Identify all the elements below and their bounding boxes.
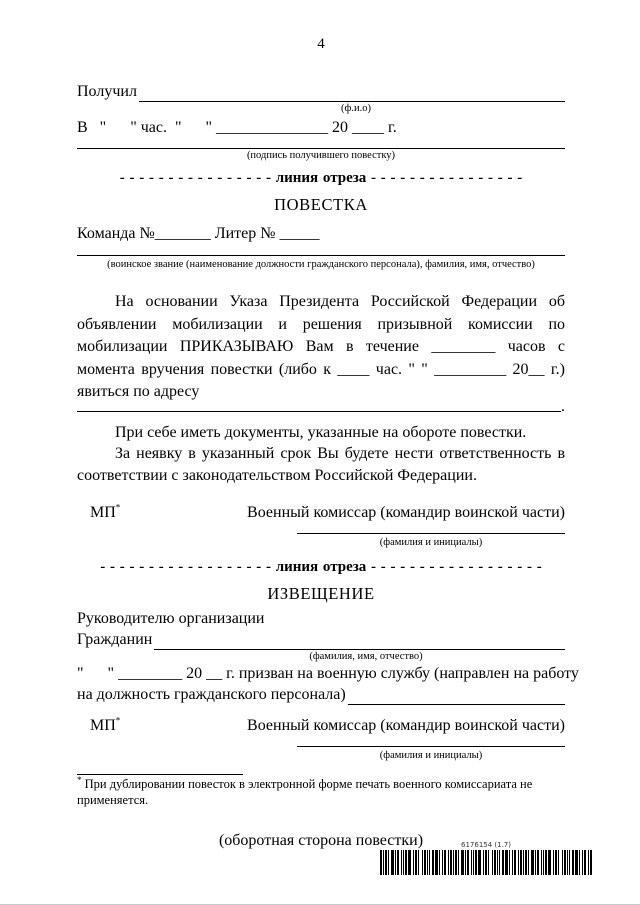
received-label: Получил bbox=[77, 83, 137, 100]
footnote-marker: * bbox=[77, 774, 82, 785]
barcode-bars-icon bbox=[380, 850, 592, 875]
address-blank bbox=[77, 403, 561, 412]
stamp-mp bbox=[90, 502, 120, 523]
citizen-label: Гражданин bbox=[77, 630, 153, 648]
stamp-row-summons bbox=[77, 502, 565, 523]
team-line: Команда №_______ Литер № _____ bbox=[77, 225, 320, 242]
stamp-mp-2 bbox=[90, 715, 120, 736]
name-rule bbox=[297, 533, 565, 534]
commissar-label: Военный комиссар (командир воинской части) bbox=[247, 503, 565, 521]
called-line-2 bbox=[77, 684, 565, 705]
stamp-row-notice bbox=[77, 715, 565, 736]
footnote-text-line bbox=[77, 776, 565, 808]
cut-line-2: - - - - - - - - - - - - - - - - - - линия отреза - - - - - - - - - - - - - - - - - - bbox=[100, 558, 542, 575]
receipt-time-line: В " " час. " " ______________ 20 ____ г. bbox=[77, 119, 397, 136]
notice-title: ИЗВЕЩЕНИЕ bbox=[267, 583, 375, 603]
page-number: 4 bbox=[317, 36, 325, 52]
received-line bbox=[77, 81, 565, 102]
rank-rule bbox=[77, 255, 565, 256]
commissar-signature-block-2 bbox=[297, 746, 565, 762]
barcode-number: 6176154 (1.7) bbox=[461, 841, 511, 849]
address-blank-line bbox=[77, 397, 565, 415]
stamp-asterisk-2: * bbox=[115, 715, 121, 726]
barcode bbox=[380, 841, 592, 875]
summons-title: ПОВЕСТКА bbox=[274, 195, 368, 214]
position-blank bbox=[348, 688, 565, 705]
address-period: . bbox=[561, 397, 565, 415]
footnote-text: При дублировании повесток в электронной форме печать военного комиссариата не применяется. bbox=[77, 776, 533, 807]
order-paragraph: На основании Указа Президента Российской Федерации об объявлении мобилизации и решения призывной комиссии по мобилизации ПРИКАЗЫВАЮ Вам в течение ________ часов с момента вручения повестки (либо к ____ час. " " _________ 20__ г.) явиться по адресу bbox=[77, 293, 565, 400]
received-blank bbox=[139, 85, 565, 102]
notice-addressee: Руководителю организации bbox=[77, 609, 265, 627]
documents-note: При себе иметь документы, указанные на обороте повестки. bbox=[115, 423, 527, 441]
footnote-rule bbox=[77, 774, 243, 775]
fio-caption: (ф.и.о) bbox=[341, 103, 371, 114]
liability-note: За неявку в указанный срок Вы будете нести ответственность в соответствии с законодательством Российской Федерации. bbox=[77, 444, 565, 484]
called-line: " " ________ 20 __ г. призван на военную службу (направлен на работу bbox=[77, 664, 579, 682]
stamp-asterisk: * bbox=[115, 502, 121, 513]
commissar-signature-block bbox=[297, 533, 565, 549]
stamp-label-2: МП bbox=[90, 716, 116, 734]
citizen-line bbox=[77, 629, 565, 650]
signature-caption: (подпись получившего повестку) bbox=[246, 150, 396, 161]
rank-caption: (воинское звание (наименование должности гражданского персонала), фамилия, имя, отчество) bbox=[107, 259, 535, 270]
stamp-label: МП bbox=[90, 503, 116, 521]
footnote bbox=[77, 774, 565, 808]
name-caption: (фамилия и инициалы) bbox=[379, 536, 483, 548]
citizen-blank bbox=[154, 633, 565, 650]
name-caption-2: (фамилия и инициалы) bbox=[379, 749, 483, 761]
commissar-label-2: Военный комиссар (командир воинской части) bbox=[247, 716, 565, 734]
called-line-2-text: на должность гражданского персонала) bbox=[77, 685, 346, 703]
reverse-side-caption: (оборотная сторона повестки) bbox=[218, 831, 424, 849]
citizen-fio-caption: (фамилия, имя, отчество) bbox=[309, 650, 423, 662]
cut-line-1: - - - - - - - - - - - - - - - - линия отреза - - - - - - - - - - - - - - - - bbox=[119, 170, 523, 186]
name-rule-2 bbox=[297, 746, 565, 747]
